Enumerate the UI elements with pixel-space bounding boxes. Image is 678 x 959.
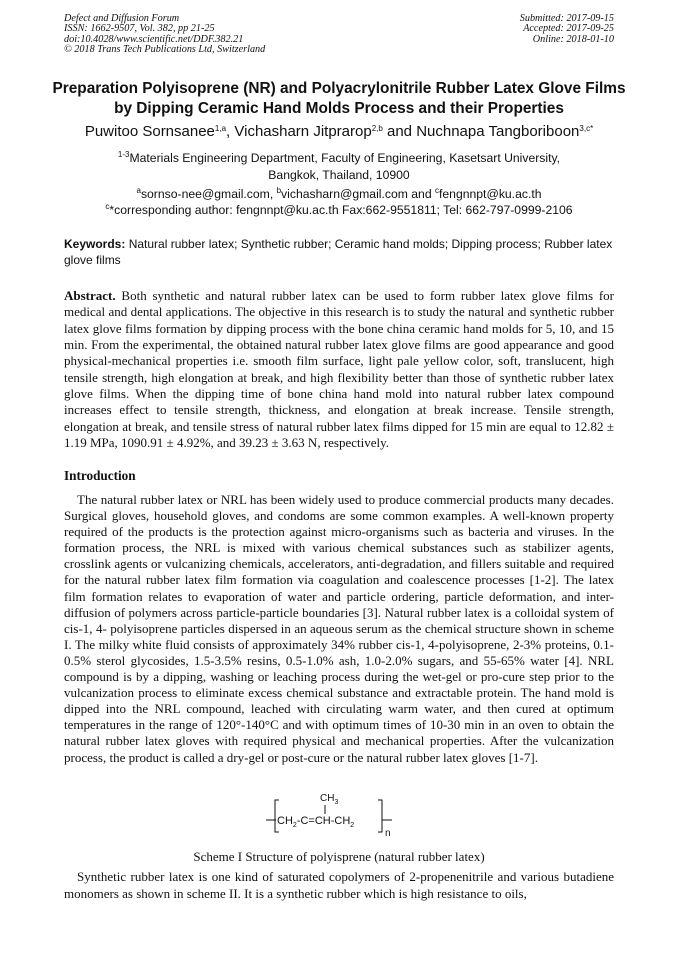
repeat-unit-n: n xyxy=(385,828,391,838)
journal-header-right xyxy=(520,14,614,45)
affiliation: $^{1-3}$Materials Engineering Department, Faculty of Engineering, Kasetsart University, Bangkok, Thailand, 10900 xyxy=(117,150,561,182)
paper-title: Preparation Polyisoprene (NR) and Polyacrylonitrile Rubber Latex Glove Films by Dipping Ceramic Hand Molds Process and their Properties xyxy=(52,80,626,117)
author-affil-mark: 3,c* xyxy=(579,124,594,133)
accepted-date: Accepted: 2017-09-25 xyxy=(523,23,614,35)
methyl-group: CH xyxy=(320,793,335,804)
journal-doi: doi:10.4028/www.scientific.net/DDF.382.21 xyxy=(64,33,244,45)
journal-issn: ISSN: 1662-9507, Vol. 382, pp 21-25 xyxy=(64,23,215,35)
abstract xyxy=(64,288,614,451)
intro-paragraph-2: Synthetic rubber latex is one kind of saturated copolymers of 2-propenenitrile and various butadiene monomers as shown in scheme II. It is a synthetic rubber which is high resistance to oils, xyxy=(64,869,614,901)
author-name: Puwitoo Sornsanee xyxy=(84,123,215,140)
chain-ch2-a: CH xyxy=(277,815,293,827)
section-heading-introduction: Introduction xyxy=(64,468,136,483)
svg-text:CH3: $CH_3$ xyxy=(320,793,339,806)
online-date: Online: 2018-01-10 xyxy=(532,33,614,45)
chain-rest: -C=CH-CH xyxy=(296,815,351,827)
journal-header-left xyxy=(64,14,265,55)
author-list: Puwitoo Sornsanee$^{1,a}$, Vichasharn Jitprarop$^{2,b}$ and Nuchnapa Tangboriboon$^{3,c*}$ xyxy=(84,123,594,140)
author-affil-mark: 2,b xyxy=(371,124,383,133)
author-name: Vichasharn Jitprarop xyxy=(234,123,372,140)
submitted-date: Submitted: 2017-09-15 xyxy=(519,13,614,24)
abstract-label: Abstract. xyxy=(64,288,116,303)
svg-text:CH2-C=CH-CH2: $CH_2-C=CH-CH_2$ xyxy=(277,815,355,829)
corresponding-author: *corresponding author: fengnnpt@ku.ac.th Fax:662-9551811; Tel: 662-797-0999-2106 xyxy=(109,203,573,217)
scheme-caption: Scheme I Structure of polyisprene (natural rubber latex) xyxy=(193,849,485,864)
journal-name: Defect and Diffusion Forum xyxy=(64,13,180,24)
keywords-text: Natural rubber latex; Synthetic rubber; Ceramic hand molds; Dipping process; Rubber latex glove films xyxy=(64,237,613,267)
author-affil-mark: 1,a xyxy=(214,124,227,133)
keywords xyxy=(64,236,614,268)
polyisoprene-structure xyxy=(262,790,412,838)
abstract-text: Both synthetic and natural rubber latex can be used to form rubber latex glove films for medical and dental applications. The objective in this research is to study the natural and synthetic rubber latex glove films formation by dipping process with the bone china ceramic hand molds for 5, 10, and 15 min. From the experimental, the obtained natural rubber latex glove films are good appearance and good physical-mechanical properties i.e. smooth film surface, light pale yellow color, soft, translucent, high tensile strength, high elongation at break, and high flexibility better than those of synthetic rubber latex glove films. When the dipping time of bone china hand mold into natural rubber latex compound increases effect to tensile strength, thickness, and elongation at break increase. Tensile strength, elongation at break, and tensile stress of natural rubber latex films dipped for 15 min are equal to 12.82 ± 1.19 MPa, 1090.91 ± 4.92%, and 39.23 ± 3.63 N, respectively. xyxy=(64,288,614,451)
intro-paragraph-1: The natural rubber latex or NRL has been widely used to produce commercial products many decades. Surgical gloves, household gloves, and condoms are some common examples. A well-known property required of the products is the protection against micro-organisms such as bacteria and viruses. In the formation process, the NRL is mixed with various chemical substances such as stabilizer agents, crosslink agents or vulcanizing chemicals, accelerators, anti-degradation, and fillers suitable and required for the natural rubber latex film formation via coagulation and coalescence processes [1-2]. The latex film formation relates to evaporation of water and particle ordering, particle deformation, and inter-diffusion of polymers across particle-particle boundaries [3]. Natural rubber latex is a colloidal system of cis-1, 4- polyisoprene particles dispersed in an aqueous serum as the chemical structure shown in scheme I. The milky white fluid consists of approximately 34% rubber cis-1, 4-polyisoprene, 2-3% proteins, 0.1-0.5% sterol glycosides, 1.5-3.5% resins, 0.5-1.0% ash, 1.0-2.0% sugars, and 55-65% water [4]. NRL compound is by a dipping, washing or leaching process during the wet-gel or pro-cure step prior to the vulcanization process to eliminate excess chemical substance and extractable protein. The hand mold is dipped into the NRL compound, leached with circulating warm water, and then cured at optimum temperatures in the range of 120°-140°C and with optimum times of 10-30 min in an oven to obtain the natural rubber latex gloves with required physical and mechanical properties. After the vulcanization process, the product is called a dry-gel or post-cure or the natural rubber latex gloves [1-7]. xyxy=(64,492,614,765)
author-emails: $^a$sornso-nee@gmail.com, $^b$vichasharn@gmail.com and $^c$fengnnpt@ku.ac.th $^c$*corresponding author: fengnnpt@ku.ac.th Fax:662-9551811; Tel: 662-797-0999-2106 xyxy=(105,186,573,217)
keywords-label: Keywords: xyxy=(64,237,126,251)
email-link[interactable]: fengnnpt@ku.ac.th xyxy=(439,187,542,201)
email-link[interactable]: vichasharn@gmail.com and xyxy=(281,187,435,201)
email-link[interactable]: sornso-nee@gmail.com, xyxy=(140,187,277,201)
journal-copyright: © 2018 Trans Tech Publications Ltd, Switzerland xyxy=(64,43,266,55)
author-name: Nuchnapa Tangboriboon xyxy=(416,123,580,140)
